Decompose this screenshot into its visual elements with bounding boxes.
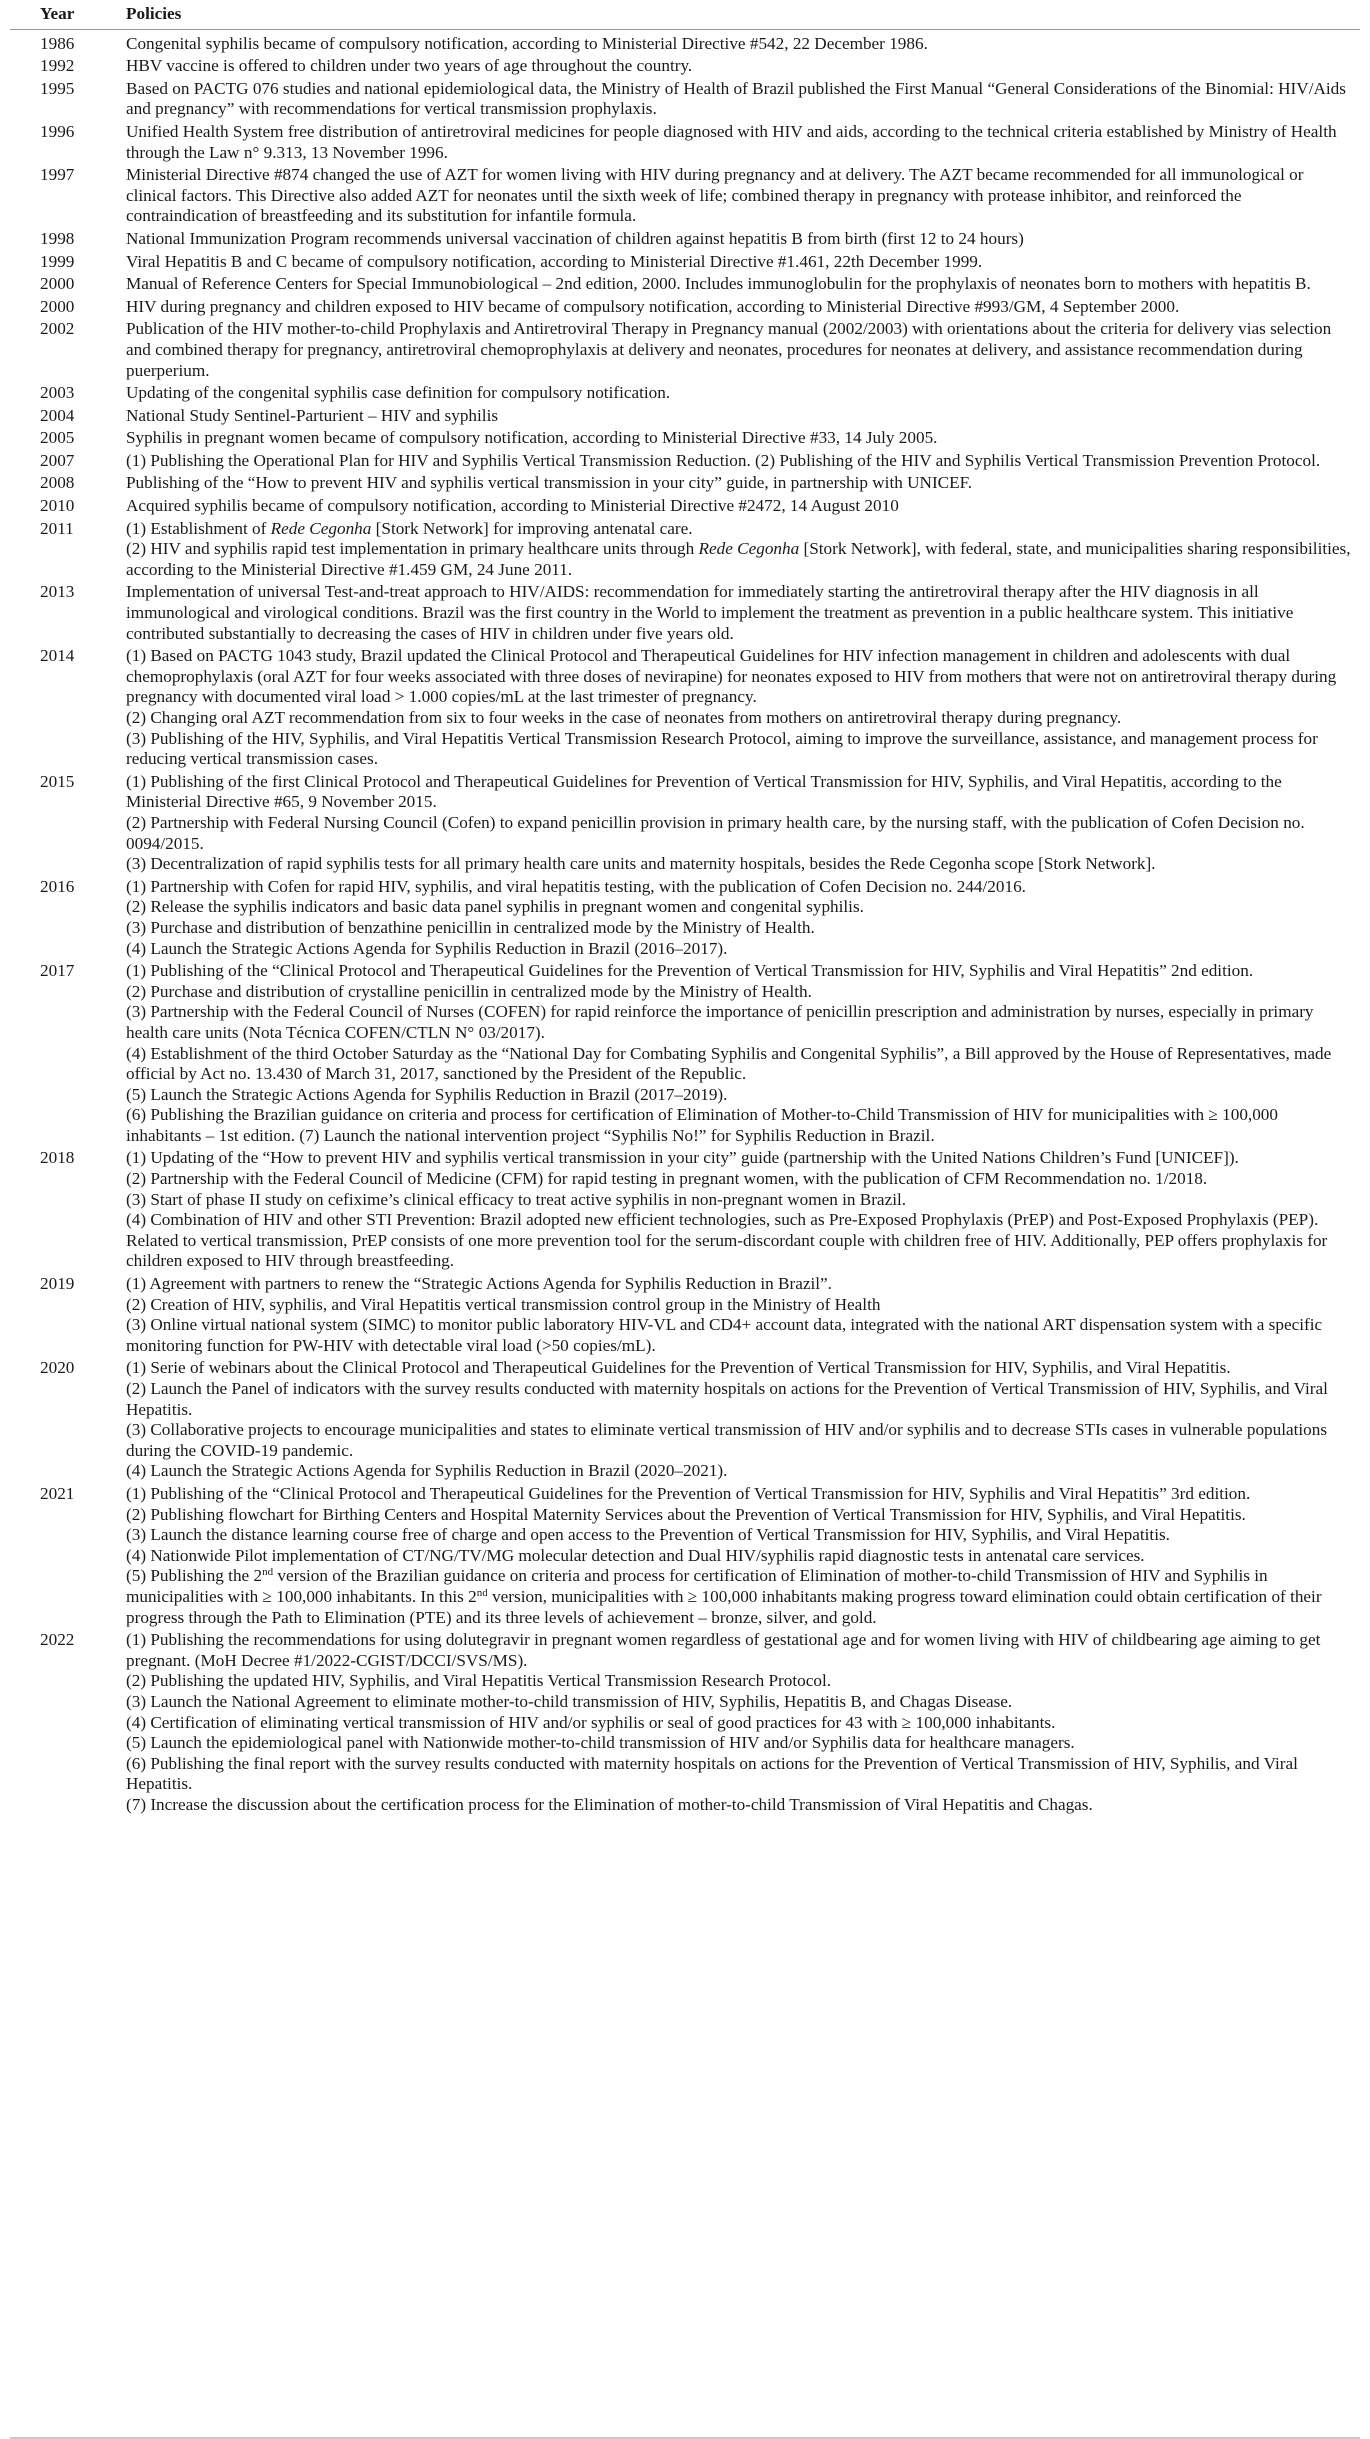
year-cell: 2021 [40,1483,75,1503]
policies-cell [84,251,1360,274]
policy-line: (3) Publishing of the HIV, Syphilis, and Viral Hepatitis Vertical Transmission Research Protocol, aiming to improve the surveillance, assistance, and management process for reducing vertical transmission cases. [126,728,1318,769]
table-row [10,450,1360,473]
policy-line: Syphilis in pregnant women became of compulsory notification, according to Ministerial Directive #33, 14 July 2005. [126,428,938,448]
table-row [10,29,1360,55]
policies-cell [84,228,1360,251]
policies-cell [84,427,1360,450]
table-row [10,405,1360,428]
policy-line: (5) Launch the epidemiological panel with Nationwide mother-to-child transmission of HIV and/or Syphilis data for healthcare managers. [126,1733,1075,1753]
policy-line: (2) Partnership with the Federal Council of Medicine (CFM) for rapid testing in pregnant women, with the publication of CFM Recommendation no. 1/2018. [126,1169,1208,1189]
table-body [10,29,1360,1816]
policy-line: Congenital syphilis became of compulsory notification, according to Ministerial Directive #542, 22 December 1986. [126,33,928,53]
policy-line: National Study Sentinel-Parturient – HIV and syphilis [126,405,499,425]
policy-line: (3) Collaborative projects to encourage municipalities and states to eliminate vertical transmission of HIV and/or syphilis and to decrease STIs cases in vulnerable populations during the COVID-19 pandemic. [126,1420,1328,1460]
year-cell: 2018 [40,1148,75,1168]
policies-cell [84,121,1360,164]
policy-text: version of the Brazilian guidance on criteria and process for certification of Elimination of mother-to-child Transmission of HIV and Syphilis in municipalities with ≥ 100,000 inhabitants. In this 2 [126,1566,1268,1606]
policies-cell [84,581,1360,645]
policy-line: Acquired syphilis became of compulsory notification, according to Ministerial Directive #2472, 14 August 2010 [126,496,899,516]
year-cell: 2014 [40,646,75,666]
superscript: nd [476,1586,488,1599]
policy-line: (5) Launch the Strategic Actions Agenda for Syphilis Reduction in Brazil (2017–2019). [126,1084,728,1104]
policy-line: (1) Publishing the Operational Plan for HIV and Syphilis Vertical Transmission Reduction. (2) Publishing of the HIV and Syphilis Vertical Transmission Prevention Protocol. [126,450,1321,470]
policies-cell [84,450,1360,473]
year-cell: 2015 [40,771,75,791]
policy-line [126,539,1354,580]
year-cell: 2000 [40,296,75,316]
year-cell: 1995 [40,78,75,98]
policy-line: Viral Hepatitis B and C became of compulsory notification, according to Ministerial Directive #1.461, 22th December 1999. [126,251,983,271]
policy-line: (3) Launch the distance learning course free of charge and open access to the Prevention of Vertical Transmission for HIV, Syphilis, and Viral Hepatitis. [126,1525,1170,1545]
policy-line: (2) Creation of HIV, syphilis, and Viral Hepatitis vertical transmission control group in the Ministry of Health [126,1294,881,1314]
policy-line: (6) Publishing the Brazilian guidance on criteria and process for certification of Elimination of Mother-to-Child Transmission of HIV for municipalities with ≥ 100,000 inhabitants – 1st edition. (7) Launch the national intervention project “Syphilis No!” for Syphilis Reduction in Brazil. [126,1105,1278,1145]
policy-line: National Immunization Program recommends universal vaccination of children against hepatitis B from birth (first 12 to 24 hours) [126,228,1024,248]
policy-line [126,1566,1354,1628]
year-cell: 2005 [40,428,75,448]
table-row [10,1147,1360,1273]
year-cell: 1992 [40,56,75,76]
italic-term: Rede Cegonha [270,518,372,538]
year-cell: 2016 [40,876,75,896]
policy-line: (2) Partnership with Federal Nursing Council (Cofen) to expand penicillin provision in primary health care, by the nursing staff, with the publication of Cofen Decision no. 0094/2015. [126,812,1305,853]
superscript: nd [262,1566,274,1579]
policy-line: (1) Based on PACTG 1043 study, Brazil updated the Clinical Protocol and Therapeutical Guidelines for HIV infection management in children and adolescents with dual chemoprophylaxis (oral AZT for four weeks associated with three doses of nevirapine) for neonates exposed to HIV from mothers that were not on antiretroviral therapy during pregnancy with documented viral load > 1.000 copies/mL at the last trimester of pregnancy. [126,646,1337,707]
year-cell: 1997 [40,165,75,185]
table-row [10,771,1360,876]
policy-line: (4) Establishment of the third October Saturday as the “National Day for Combating Syphilis and Congenital Syphilis”, a Bill approved by the House of Representatives, made official by Act no. 13.430 of March 31, 2017, sanctioned by the President of the Republic. [126,1043,1332,1084]
policy-line: (2) Publishing the updated HIV, Syphilis, and Viral Hepatitis Vertical Transmission Research Protocol. [126,1671,832,1691]
policy-line: (2) Launch the Panel of indicators with the survey results conducted with maternity hospitals on actions for the Prevention of Vertical Transmission of HIV, Syphilis, and Viral Hepatitis. [126,1379,1328,1419]
policies-cell [84,518,1360,582]
policies-cell [84,382,1360,405]
policy-line: Ministerial Directive #874 changed the use of AZT for women living with HIV during pregnancy and at delivery. The AZT became recommended for all immunological or clinical factors. This Directive also added AZT for neonates until the sixth week of life; combined therapy in pregnancy with protease inhibitor, and reinforced the contraindication of breastfeeding and its substitution for infantile formula. [126,165,1304,226]
policy-line: (3) Partnership with the Federal Council of Nurses (COFEN) for rapid reinforce the importance of penicillin prescription and administration by nurses, especially in primary health care units (Nota Técnica COFEN/CTLN N° 03/2017). [126,1002,1314,1042]
year-cell: 1998 [40,228,75,248]
table-row [10,645,1360,771]
policies-cell [84,495,1360,518]
policy-text: version, municipalities with ≥ 100,000 inhabitants making progress toward elimination could obtain certification of their progress through the Path to Elimination (PTE) and its three levels of achievement – bronze, silver, and gold. [126,1586,1322,1627]
table-row [10,518,1360,582]
policy-line: HBV vaccine is offered to children under two years of age throughout the country. [126,56,693,76]
year-cell: 2008 [40,473,75,493]
policies-cell [84,876,1360,960]
italic-term: Rede Cegonha [698,539,800,559]
policy-line: (7) Increase the discussion about the certification process for the Elimination of mother-to-child Transmission of Viral Hepatitis and Chagas. [126,1794,1093,1814]
policy-line: (1) Partnership with Cofen for rapid HIV, syphilis, and viral hepatitis testing, with the publication of Cofen Decision no. 244/2016. [126,876,1026,896]
policy-line: (4) Launch the Strategic Actions Agenda for Syphilis Reduction in Brazil (2016–2017). [126,938,728,958]
policies-cell [84,164,1360,228]
year-cell: 2011 [40,518,74,538]
policy-line [126,519,1354,540]
policies-cell [84,29,1360,55]
year-cell: 2000 [40,274,75,294]
policies-cell [84,960,1360,1147]
policies-cell [84,1483,1360,1629]
year-cell: 2004 [40,405,75,425]
policies-cell [84,645,1360,771]
policy-line: Updating of the congenital syphilis case definition for compulsory notification. [126,383,671,403]
policies-cell [84,472,1360,495]
policy-line: (4) Nationwide Pilot implementation of CT/NG/TV/MG molecular detection and Dual HIV/syphilis rapid diagnostic tests in antenatal care services. [126,1545,1145,1565]
policy-line: (6) Publishing the final report with the survey results conducted with maternity hospitals on actions for the Prevention of Vertical Transmission of HIV, Syphilis, and Viral Hepatitis. [126,1753,1298,1794]
policy-line: HIV during pregnancy and children exposed to HIV became of compulsory notification, according to Ministerial Directive #993/GM, 4 September 2000. [126,296,1180,316]
policy-line: Unified Health System free distribution of antiretroviral medicines for people diagnosed with HIV and aids, according to the technical criteria established by Ministry of Health through the Law n° 9.313, 13 November 1996. [126,121,1337,162]
column-header-year: Year [10,0,84,29]
year-cell: 1996 [40,121,75,141]
policies-cell [84,1273,1360,1357]
policy-line: (3) Online virtual national system (SIMC) to monitor public laboratory HIV-VL and CD4+ account data, integrated with the national ART dispensation system with a specific monitoring function for PW-HIV with detectable viral load (>50 copies/mL). [126,1315,1323,1355]
year-cell: 2022 [40,1630,75,1650]
policy-line: (2) Release the syphilis indicators and basic data panel syphilis in pregnant women and congenital syphilis. [126,897,864,917]
table-row [10,251,1360,274]
policies-table [10,0,1360,1816]
year-cell: 2019 [40,1274,75,1294]
table-row [10,318,1360,382]
policy-line: (1) Publishing of the “Clinical Protocol and Therapeutical Guidelines for the Prevention of Vertical Transmission for HIV, Syphilis and Viral Hepatitis” 3rd edition. [126,1483,1251,1503]
policy-line: Manual of Reference Centers for Special Immunobiological – 2nd edition, 2000. Includes immunoglobulin for the prophylaxis of neonates born to mothers with hepatitis B. [126,274,1311,294]
policy-text: [Stork Network], with federal, state, and municipalities sharing responsibilities, according to the Ministerial Directive #1.459 GM, 24 June 2011. [126,539,1351,579]
policy-line: Implementation of universal Test-and-treat approach to HIV/AIDS: recommendation for immediately starting the antiretroviral therapy after the HIV diagnosis in all immunological and virological conditions. Brazil was the first country in the World to implement the treatment as prevention in a public healthcare system. This initiative contributed substantially to decreasing the cases of HIV in children under five years old. [126,582,1294,643]
policy-line: Publishing of the “How to prevent HIV and syphilis vertical transmission in your city” guide, in partnership with UNICEF. [126,473,973,493]
table-row [10,1273,1360,1357]
policy-text: (2) HIV and syphilis rapid test implementation in primary healthcare units through [126,539,699,559]
policies-cell [84,405,1360,428]
policy-line: (3) Start of phase II study on cefixime’s clinical efficacy to treat active syphilis in non-pregnant women in Brazil. [126,1189,907,1209]
policies-cell [84,1357,1360,1483]
year-cell: 1986 [40,33,75,53]
policies-cell [84,1629,1360,1816]
policy-line: (2) Purchase and distribution of crystalline penicillin in centralized mode by the Ministry of Health. [126,981,812,1001]
table-header [10,0,1360,29]
table-row [10,78,1360,121]
table-row [10,427,1360,450]
year-cell: 2020 [40,1358,75,1378]
policy-line: (1) Updating of the “How to prevent HIV and syphilis vertical transmission in your city” guide (partnership with the United Nations Children’s Fund [UNICEF]). [126,1148,1239,1168]
table-row [10,960,1360,1147]
policies-cell [84,55,1360,78]
policy-line: (1) Agreement with partners to renew the “Strategic Actions Agenda for Syphilis Reduction in Brazil”. [126,1274,832,1294]
policy-line: (1) Serie of webinars about the Clinical Protocol and Therapeutical Guidelines for the Prevention of Vertical Transmission for HIV, Syphilis, and Viral Hepatitis. [126,1358,1231,1378]
policy-line: (2) Changing oral AZT recommendation from six to four weeks in the case of neonates from mothers on antiretroviral therapy during pregnancy. [126,708,1122,727]
table-row [10,472,1360,495]
header-row [10,0,1360,29]
table-row [10,273,1360,296]
table-row [10,164,1360,228]
policy-line: Publication of the HIV mother-to-child Prophylaxis and Antiretroviral Therapy in Pregnancy manual (2002/2003) with orientations about the criteria for delivery vias selection and combined therapy for pregnancy, antiretroviral chemoprophylaxis at delivery and neonates, procedures for neonates at delivery, and assistance recommendation during puerperium. [126,319,1332,380]
table-row [10,876,1360,960]
year-cell: 1999 [40,251,75,271]
policies-cell [84,1147,1360,1273]
policies-table-container [10,0,1360,2439]
policy-line: (3) Launch the National Agreement to eliminate mother-to-child transmission of HIV, Syphilis, Hepatitis B, and Chagas Disease. [126,1691,1013,1711]
policy-line: (3) Decentralization of rapid syphilis tests for all primary health care units and maternity hospitals, besides the Rede Cegonha scope [Stork Network]. [126,854,1156,874]
table-row [10,1629,1360,1816]
column-header-policies: Policies [84,0,1360,29]
policy-line: (1) Publishing of the “Clinical Protocol and Therapeutical Guidelines for the Prevention of Vertical Transmission for HIV, Syphilis and Viral Hepatitis” 2nd edition. [126,961,1254,981]
policy-line: (4) Combination of HIV and other STI Prevention: Brazil adopted new efficient technologies, such as Pre-Exposed Prophylaxis (PrEP) and Post-Exposed Prophylaxis (PEP). Related to vertical transmission, PrEP consists of one more prevention tool for the serum-discordant couple with children free of HIV. Additionally, PEP offers prophylaxis for children exposed to HIV through breastfeeding. [126,1210,1328,1271]
policy-line: (4) Launch the Strategic Actions Agenda for Syphilis Reduction in Brazil (2020–2021). [126,1461,728,1481]
policy-line: (2) Publishing flowchart for Birthing Centers and Hospital Maternity Services about the Prevention of Vertical Transmission for HIV, Syphilis, and Viral Hepatitis. [126,1504,1246,1524]
policy-text: (1) Establishment of [126,518,271,538]
table-row [10,1357,1360,1483]
year-cell: 2010 [40,496,75,516]
table-row [10,495,1360,518]
table-row [10,228,1360,251]
year-cell: 2002 [40,319,75,339]
policies-cell [84,318,1360,382]
policies-cell [84,273,1360,296]
policy-text: [Stork Network] for improving antenatal care. [371,518,693,538]
policy-line: (3) Purchase and distribution of benzathine penicillin in centralized mode by the Ministry of Health. [126,917,815,937]
year-cell: 2017 [40,961,75,981]
table-row [10,1483,1360,1629]
table-row [10,121,1360,164]
policy-line: (4) Certification of eliminating vertical transmission of HIV and/or syphilis or seal of good practices for 43 with ≥ 100,000 inhabitants. [126,1712,1056,1732]
policy-line: (1) Publishing the recommendations for using dolutegravir in pregnant women regardless of gestational age and for women living with HIV of childbearing age aiming to get pregnant. (MoH Decree #1/2022-CGIST/DCCI/SVS/MS). [126,1630,1321,1670]
policies-cell [84,296,1360,319]
year-cell: 2003 [40,383,75,403]
policies-cell [84,78,1360,121]
policy-text: (5) Publishing the 2 [126,1566,263,1586]
year-cell: 2013 [40,582,75,602]
table-row [10,296,1360,319]
year-cell: 2007 [40,450,75,470]
table-row [10,581,1360,645]
table-row [10,55,1360,78]
policies-cell [84,771,1360,876]
policy-line: (1) Publishing of the first Clinical Protocol and Therapeutical Guidelines for Prevention of Vertical Transmission for HIV, Syphilis, and Viral Hepatitis, according to the Ministerial Directive #65, 9 November 2015. [126,771,1282,812]
policy-line: Based on PACTG 076 studies and national epidemiological data, the Ministry of Health of Brazil published the First Manual “General Considerations of the Binomial: HIV/Aids and pregnancy” with recommendations for vertical transmission prophylaxis. [126,78,1346,119]
table-row [10,382,1360,405]
